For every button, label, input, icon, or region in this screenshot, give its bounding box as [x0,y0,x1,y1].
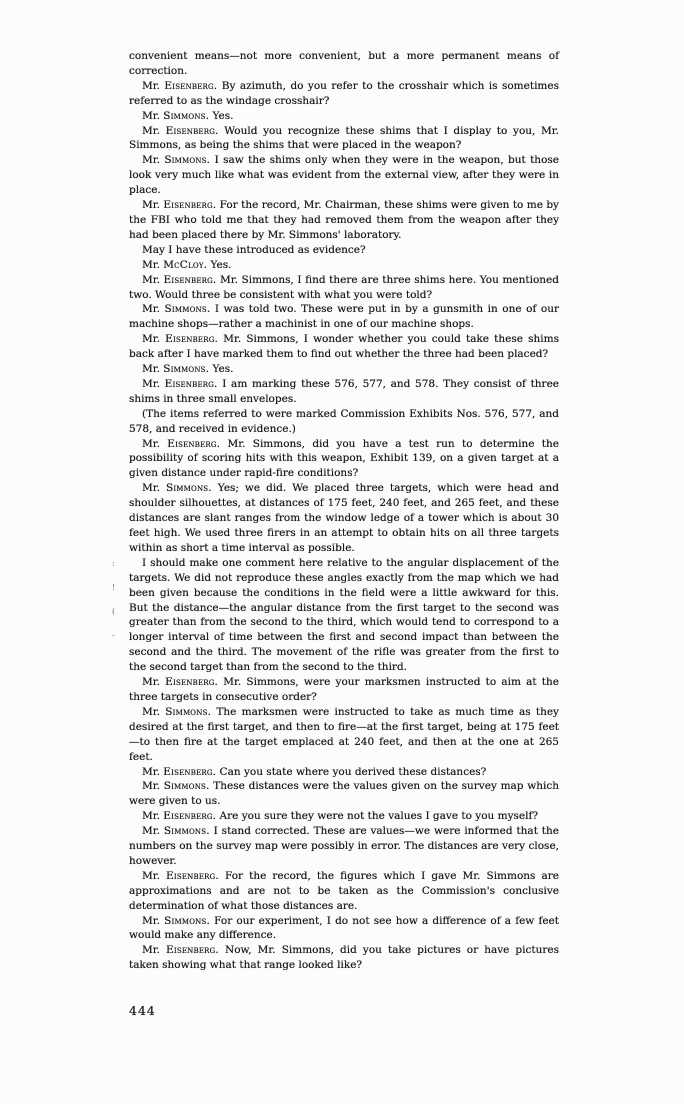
speaker-name [142,199,216,211]
speaker-prefix: Mr. [142,273,164,286]
speaker-name [142,259,207,271]
paragraph: Mr. Simmons. I was told two. These were put in by a gunsmith in one of our machine shops—rather a machinist in one of our machine shops. [129,303,559,331]
paragraph: Mr. Simmons. Yes; we did. We placed three targets, which were head and shoulder silhouettes, at distances of 175 feet, 240 feet, and 265 feet, and these distances are slant ranges from the window ledge of a tower which is about 30 feet high. We used three firers in an attempt to obtain hits on all three targets within as short a time interval as possible. [129,482,560,554]
speaker-prefix: Mr. [142,109,164,122]
speaker-name [142,810,216,822]
speaker-name [142,944,219,956]
speaker-prefix: Mr. [142,363,164,376]
paragraph: Mr. Eisenberg. For the record, the figures which I gave Mr. Simmons are approximations and are not to be taken as the Commission's conclusive determination of what those distances are. [129,869,559,912]
speaker-smallcaps: Eisenberg. [166,869,219,882]
speaker-smallcaps: Eisenberg. [165,333,219,346]
paragraph: Mr. Simmons. I stand corrected. These are values—we were informed that the numbers on the survey map were possibly in error. The distances are very close, however. [129,825,560,867]
speaker-prefix: Mr. [142,676,166,689]
speaker-smallcaps: Eisenberg. [166,944,219,957]
speaker-name [142,154,210,166]
speaker-prefix: Mr. [142,869,167,882]
speaker-name [142,915,210,927]
paragraph: I should make one comment here relative to the angular displacement of the targets. We did not reproduce these angles exactly from the map which we had been given because the conditions in the field were a little awkward for this. But the distance—the angular distance from the first target to the second was greater than from the second to the third, which would tend to correspond to a longer interval of time between the first and second impact than between the second and the third. The movement of the rifle was greater from the first to the second target than from the second to the third. [129,556,559,674]
speaker-name [142,482,212,494]
speaker-smallcaps: Eisenberg. [163,810,217,823]
paragraph: Mr. Simmons. Yes. [142,109,234,122]
speaker-smallcaps: Eisenberg. [163,765,217,778]
paragraph: Mr. Eisenberg. Now, Mr. Simmons, did you take pictures or have pictures taken showing what that range looked like? [129,944,559,972]
speaker-prefix: Mr. [142,944,167,957]
paragraph: Mr. Eisenberg. Mr. Simmons, did you have a test run to determine the possibility of scoring hits with this weapon, Exhibit 139, on a given target at a given distance under rapid-fire conditions? [129,437,559,480]
speaker-name [142,766,216,778]
speaker-prefix: Mr. [142,333,166,346]
speaker-name [142,706,211,718]
speaker-prefix: Mr. [142,258,164,271]
speaker-smallcaps: Eisenberg. [165,124,219,137]
speaker-name [142,870,219,882]
speaker-smallcaps: Eisenberg. [164,377,218,390]
speaker-smallcaps: Simmons. [163,363,210,376]
speaker-name [142,303,210,315]
paragraph: Mr. Simmons. I saw the shims only when they were in the weapon, but those look very much like what was evident from the external view, after they were in place. [129,154,559,197]
speaker-smallcaps: Simmons. [163,780,210,793]
paragraph: (The items referred to were marked Commission Exhibits Nos. 576, 577, and 578, and received in evidence.) [129,407,559,435]
paragraph: Mr. Simmons. Yes. [142,363,234,376]
speaker-smallcaps: Simmons. [163,825,210,838]
speaker-smallcaps: Simmons. [164,914,211,927]
speaker-prefix: Mr. [142,780,164,793]
speaker-name [142,80,217,92]
paragraph: Mr. Eisenberg. Are you sure they were not the values I gave to you myself? [142,810,538,823]
paragraph: Mr. Simmons. The marksmen were instructed to take as much time as they desired at the first target, and then to fire—at the first target, being at 175 feet—to then fire at the target emplaced at 240 feet, and then at the one at 265 feet. [129,705,559,763]
paragraph: Mr. Simmons. These distances were the values given on the survey map which were given to us. [129,780,559,808]
speaker-prefix: Mr. [142,914,165,927]
speaker-smallcaps: Eisenberg. [164,79,218,92]
speaker-name [142,274,216,286]
speaker-smallcaps: Simmons. [164,154,211,167]
transcript-text [129,49,559,973]
paragraph: Mr. Eisenberg. Mr. Simmons, I wonder whether you could take these shims back after I have marked them to find out whether the three had been placed? [129,333,559,361]
speaker-prefix: Mr. [142,199,164,212]
paragraph: Mr. Eisenberg. By azimuth, do you refer to the crosshair which is sometimes referred to as the windage crosshair? [129,79,559,107]
paragraph: Mr. Eisenberg. Can you state where you derived these distances? [142,765,487,778]
speaker-smallcaps: Eisenberg. [165,676,219,689]
speaker-name [142,333,218,345]
speaker-smallcaps: Eisenberg. [163,199,217,212]
paragraph: Mr. Eisenberg. Would you recognize these shims that I display to you, Mr. Simmons, as being the shims that were placed in the weapon? [129,124,559,152]
scan-speck: : [112,559,115,568]
speaker-name [142,378,218,390]
speaker-prefix: Mr. [142,303,165,316]
speaker-smallcaps: Simmons. [164,303,211,316]
paragraph: Mr. Eisenberg. I am marking these 576, 577, and 578. They consist of three shims in three small envelopes. [129,377,560,405]
scan-speck: - [112,631,115,640]
paragraph: convenient means—not more convenient, but a more permanent means of correction. [129,50,559,77]
speaker-smallcaps: Simmons. [165,482,212,495]
speaker-prefix: Mr. [142,825,164,838]
speaker-name [142,438,220,450]
paragraph: Mr. Eisenberg. For the record, Mr. Chairman, these shims were given to me by the FBI who told me that they had removed them from the weapon after they had been placed there by Mr. Simmons' laboratory. [129,199,559,241]
speaker-prefix: Mr. [142,765,164,778]
paragraph: Mr. Simmons. For our experiment, I do not see how a difference of a few feet would make any difference. [129,914,559,942]
speaker-prefix: Mr. [142,437,168,450]
scan-speck: ! [112,583,116,592]
paragraph: Mr. Eisenberg. Mr. Simmons, I find there are three shims here. You mentioned two. Would three be consistent with what you were told? [129,273,559,301]
scan-speck: ( [112,607,116,616]
speaker-smallcaps: Simmons. [163,109,210,122]
speaker-prefix: Mr. [142,482,166,495]
speaker-name [142,363,209,375]
speaker-name [142,676,218,688]
speaker-smallcaps: Simmons. [165,705,212,718]
speaker-prefix: Mr. [142,810,164,823]
speaker-name [142,110,209,122]
page-number: 444 [129,1003,156,1018]
speaker-name [142,125,219,137]
speaker-prefix: Mr. [142,124,166,137]
paragraph: Mr. Eisenberg. Mr. Simmons, were your marksmen instructed to aim at the three targets in consecutive order? [129,676,559,703]
speaker-name [142,780,210,792]
speaker-name [142,825,210,837]
scan-artifacts [112,560,122,656]
speaker-smallcaps: Eisenberg. [167,437,221,450]
speaker-smallcaps: McCloy. [163,258,208,271]
speaker-prefix: Mr. [142,377,165,390]
paragraph: Mr. McCloy. Yes. [142,258,232,271]
speaker-prefix: Mr. [142,79,165,92]
speaker-prefix: Mr. [142,154,165,167]
speaker-smallcaps: Eisenberg. [163,273,217,286]
speaker-prefix: Mr. [142,705,166,718]
paragraph: May I have these introduced as evidence? [142,243,366,256]
